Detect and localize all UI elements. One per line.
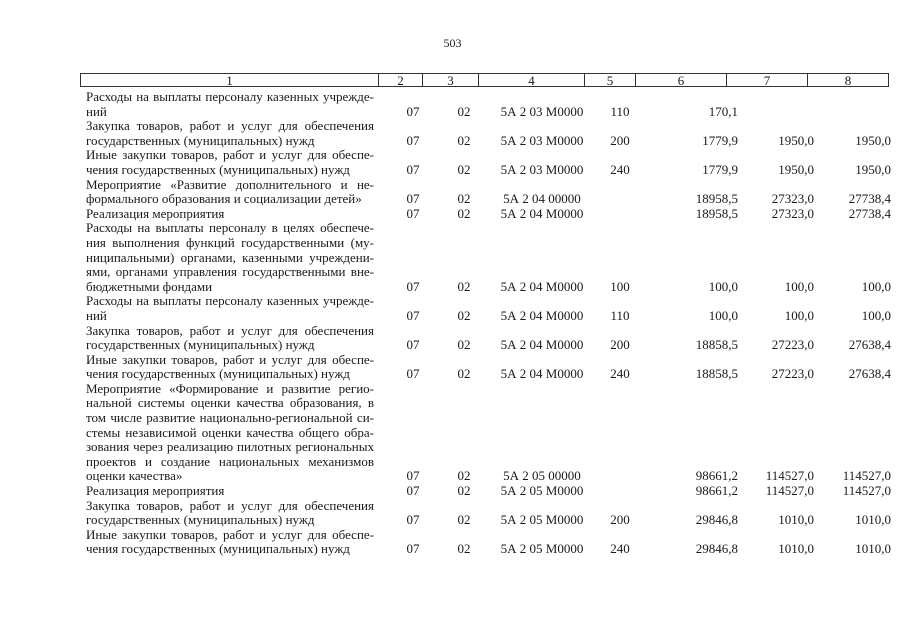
description-line: том числе развитие национально-региональной си-	[86, 410, 374, 426]
cell-col-2: 07	[406, 103, 420, 119]
table-row	[86, 119, 891, 148]
row-description	[86, 499, 374, 528]
row-description	[86, 353, 374, 382]
cell-col-2: 07	[406, 278, 420, 294]
description-line: государственных (муниципальных) нужд	[86, 132, 315, 148]
cell-col-4: 5А 2 04 М0000	[500, 205, 584, 221]
table-row	[86, 528, 891, 557]
row-description	[86, 207, 374, 222]
cell-col-4: 5А 2 03 М0000	[500, 103, 584, 119]
cell-col-5: 200	[610, 337, 630, 353]
cell-col-7: 1010,0	[778, 541, 814, 557]
cell-col-3: 02	[457, 307, 471, 323]
description-line: Расходы на выплаты персоналу казенных учрежде-	[86, 89, 374, 104]
page-number: 503	[443, 36, 462, 50]
header-col-8: 8	[807, 74, 888, 86]
description-line: бюджетными фондами	[86, 278, 213, 294]
cell-col-2: 07	[406, 205, 420, 221]
cell-col-2: 07	[406, 337, 420, 353]
row-description	[86, 528, 374, 557]
cell-col-6: 29846,8	[695, 512, 738, 528]
cell-col-6: 100,0	[708, 307, 738, 323]
cell-col-8: 27738,4	[848, 205, 891, 221]
description-line: формального образования и социализации детей»	[86, 191, 362, 207]
description-line: Расходы на выплаты персоналу в целях обеспече-	[86, 220, 374, 236]
cell-col-3: 02	[457, 278, 471, 294]
table-row	[86, 324, 891, 353]
cell-col-7: 1950,0	[778, 161, 814, 177]
cell-col-2: 07	[406, 541, 420, 557]
cell-col-6: 18858,5	[695, 337, 738, 353]
cell-col-5	[598, 207, 642, 222]
cell-col-8: 1010,0	[855, 512, 891, 528]
table-header	[80, 73, 889, 87]
cell-col-5: 240	[610, 161, 630, 177]
header-col-6: 6	[635, 74, 726, 86]
table-row	[86, 382, 891, 484]
description-line: стемы независимой оценки качества общего обра-	[86, 424, 374, 440]
cell-col-5: 110	[610, 103, 630, 119]
cell-col-4: 5А 2 04 М0000	[500, 337, 584, 353]
row-description	[86, 484, 374, 499]
cell-col-8: 114527,0	[842, 468, 891, 484]
cell-col-4: 5А 2 04 М0000	[500, 278, 584, 294]
cell-col-7: 1010,0	[778, 512, 814, 528]
description-line: нальной системы оценки качества образования, в	[86, 395, 374, 411]
cell-col-5	[598, 469, 642, 484]
cell-col-6: 18958,5	[695, 205, 738, 221]
description-line: Реализация мероприятия	[86, 483, 225, 499]
row-description	[86, 148, 374, 177]
cell-col-4: 5А 2 03 М0000	[500, 161, 584, 177]
cell-col-7: 27323,0	[771, 205, 814, 221]
cell-col-4: 5А 2 03 М0000	[500, 132, 584, 148]
cell-col-4: 5А 2 04 М0000	[500, 307, 584, 323]
cell-col-5: 200	[610, 512, 630, 528]
header-col-1: 1	[226, 73, 233, 88]
description-line: Расходы на выплаты персоналу казенных учрежде-	[86, 293, 374, 309]
description-line: оценки качества»	[86, 468, 183, 484]
cell-col-7: 27323,0	[771, 191, 814, 207]
description-line: государственных (муниципальных) нужд	[86, 512, 315, 528]
cell-col-4: 5А 2 05 00000	[503, 468, 581, 484]
cell-col-8	[814, 105, 891, 120]
cell-col-3: 02	[457, 337, 471, 353]
row-description	[86, 382, 374, 484]
cell-col-8: 27638,4	[848, 337, 891, 353]
table-row	[86, 484, 891, 499]
cell-col-6: 98661,2	[695, 468, 738, 484]
cell-col-6: 1779,9	[702, 161, 738, 177]
cell-col-2: 07	[406, 132, 420, 148]
cell-col-5: 100	[610, 278, 630, 294]
description-line: зования через реализацию пилотных региональных	[86, 439, 374, 455]
cell-col-4: 5А 2 04 М0000	[500, 366, 584, 382]
cell-col-5: 240	[610, 541, 630, 557]
cell-col-6: 98661,2	[695, 483, 738, 499]
row-description	[86, 178, 374, 207]
cell-col-7: 27223,0	[771, 337, 814, 353]
table-row	[86, 90, 891, 119]
cell-col-5	[598, 484, 642, 499]
cell-col-4: 5А 2 05 М0000	[500, 483, 584, 499]
table-row	[86, 221, 891, 294]
cell-col-5: 200	[610, 132, 630, 148]
cell-col-3: 02	[457, 205, 471, 221]
cell-col-7: 1950,0	[778, 132, 814, 148]
table-row	[86, 148, 891, 177]
cell-col-3: 02	[457, 103, 471, 119]
description-line: Реализация мероприятия	[86, 205, 225, 221]
cell-col-2: 07	[406, 307, 420, 323]
row-description	[86, 119, 374, 148]
cell-col-2: 07	[406, 161, 420, 177]
description-line: Закупка товаров, работ и услуг для обеспечения	[86, 118, 374, 134]
row-description	[86, 221, 374, 294]
cell-col-4: 5А 2 05 М0000	[500, 541, 584, 557]
description-line: ний	[86, 103, 107, 119]
description-line: Иные закупки товаров, работ и услуг для обеспе-	[86, 147, 374, 163]
description-line: ния выполнения функций государственными (му-	[86, 234, 374, 250]
description-line: Закупка товаров, работ и услуг для обеспечения	[86, 497, 374, 513]
cell-col-6: 18958,5	[695, 191, 738, 207]
cell-col-2: 07	[406, 468, 420, 484]
cell-col-7	[738, 105, 814, 120]
cell-col-5: 240	[610, 366, 630, 382]
description-line: проектов и создание национальных механизмов	[86, 453, 374, 469]
description-line: Мероприятие «Развитие дополнительного и не-	[86, 176, 374, 192]
cell-col-8: 27638,4	[848, 366, 891, 382]
table-row	[86, 499, 891, 528]
cell-col-6: 29846,8	[695, 541, 738, 557]
description-line: ями, органами управления государственными вне-	[86, 264, 374, 280]
cell-col-4: 5А 2 05 М0000	[500, 512, 584, 528]
cell-col-2: 07	[406, 512, 420, 528]
cell-col-3: 02	[457, 366, 471, 382]
table-row	[86, 178, 891, 207]
cell-col-6: 170,1	[708, 103, 738, 119]
cell-col-8: 27738,4	[848, 191, 891, 207]
cell-col-8: 1950,0	[855, 132, 891, 148]
cell-col-8: 114527,0	[842, 483, 891, 499]
description-line: ниципальными) органами, казенными учреждени-	[86, 249, 374, 265]
cell-col-7: 100,0	[784, 278, 814, 294]
cell-col-3: 02	[457, 483, 471, 499]
header-col-2: 2	[378, 74, 422, 86]
table-row	[86, 294, 891, 323]
cell-col-6: 1779,9	[702, 132, 738, 148]
description-line: чения государственных (муниципальных) нужд	[86, 161, 350, 177]
cell-col-7: 114527,0	[765, 468, 814, 484]
header-col-7: 7	[726, 74, 807, 86]
description-line: Иные закупки товаров, работ и услуг для обеспе-	[86, 526, 374, 542]
table-body	[86, 90, 891, 557]
cell-col-7: 114527,0	[765, 483, 814, 499]
cell-col-3: 02	[457, 191, 471, 207]
cell-col-3: 02	[457, 541, 471, 557]
header-col-5: 5	[584, 74, 635, 86]
cell-col-6: 18858,5	[695, 366, 738, 382]
table-row	[86, 353, 891, 382]
cell-col-2: 07	[406, 483, 420, 499]
header-col-4: 4	[478, 74, 584, 86]
cell-col-2: 07	[406, 191, 420, 207]
row-description	[86, 324, 374, 353]
cell-col-2: 07	[406, 366, 420, 382]
cell-col-4: 5А 2 04 00000	[503, 191, 581, 207]
cell-col-3: 02	[457, 468, 471, 484]
row-description	[86, 294, 374, 323]
cell-col-6: 100,0	[708, 278, 738, 294]
cell-col-7: 27223,0	[771, 366, 814, 382]
description-line: государственных (муниципальных) нужд	[86, 337, 315, 353]
cell-col-8: 1950,0	[855, 161, 891, 177]
cell-col-7: 100,0	[784, 307, 814, 323]
table-row	[86, 207, 891, 222]
cell-col-8: 100,0	[861, 307, 891, 323]
description-line: Мероприятие «Формирование и развитие регио-	[86, 380, 374, 396]
header-col-3: 3	[422, 74, 478, 86]
description-line: чения государственных (муниципальных) нужд	[86, 366, 350, 382]
cell-col-5	[598, 192, 642, 207]
row-description	[86, 90, 374, 119]
cell-col-3: 02	[457, 512, 471, 528]
cell-col-8: 100,0	[861, 278, 891, 294]
description-line: ний	[86, 307, 107, 323]
cell-col-3: 02	[457, 161, 471, 177]
cell-col-8: 1010,0	[855, 541, 891, 557]
cell-col-5: 110	[610, 307, 630, 323]
description-line: Закупка товаров, работ и услуг для обеспечения	[86, 322, 374, 338]
cell-col-3: 02	[457, 132, 471, 148]
description-line: Иные закупки товаров, работ и услуг для обеспе-	[86, 351, 374, 367]
description-line: чения государственных (муниципальных) нужд	[86, 541, 350, 557]
